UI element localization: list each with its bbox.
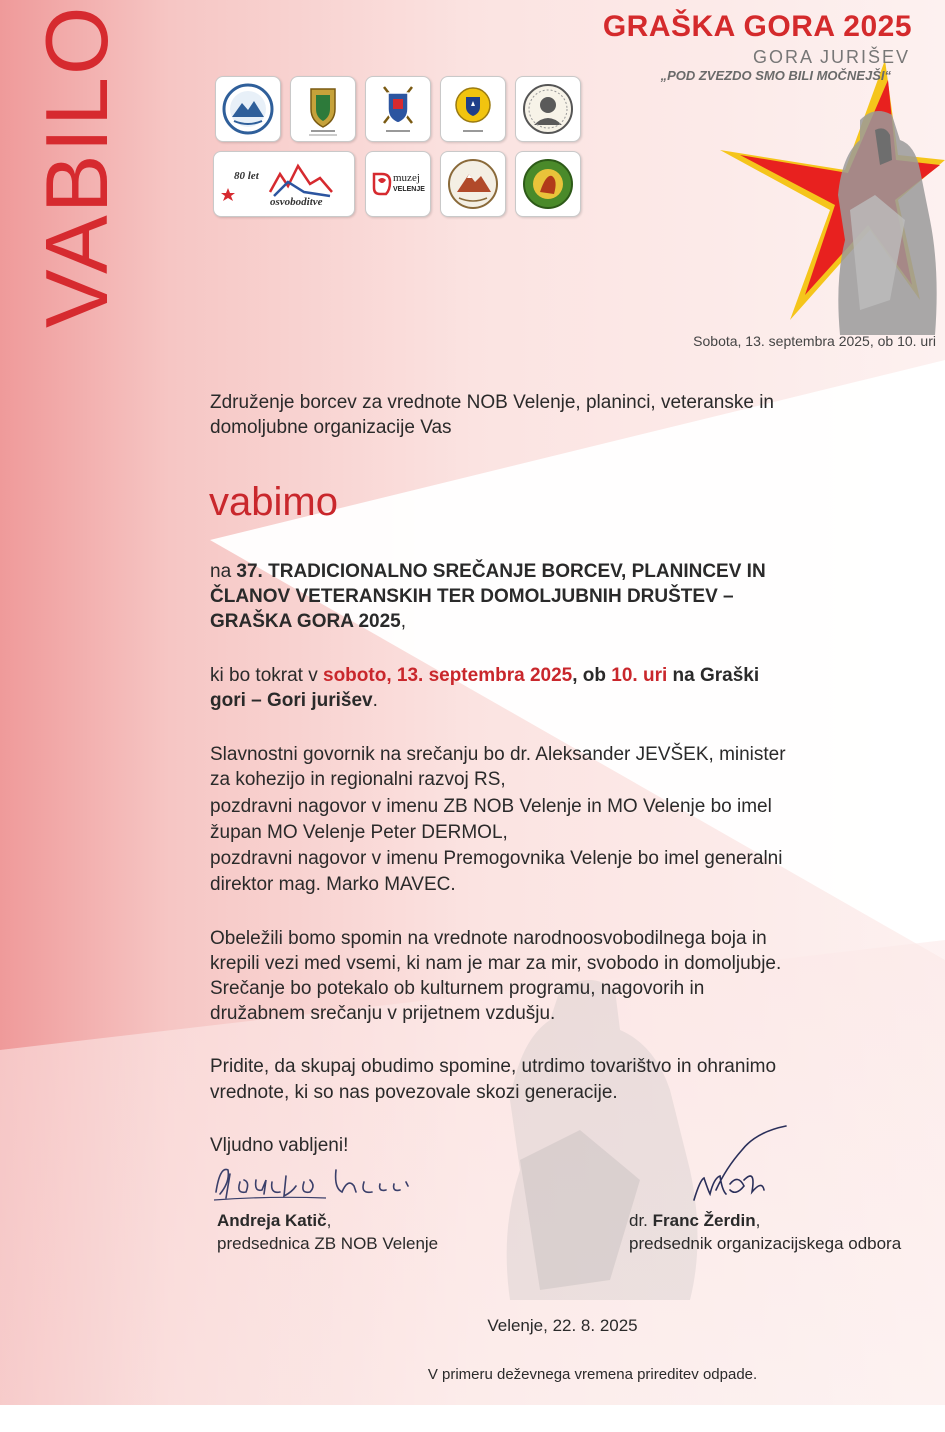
event-name-part-1: 37. TRADICIONALNO SREČANJE BORCEV, PLANINCEV IN bbox=[236, 561, 766, 582]
event-title: GRAŠKA GORA 2025 bbox=[602, 10, 912, 43]
purpose-line-2: krepili vezi med vsemi, ki nam je mar za mir, svobodo in domoljubje. bbox=[210, 953, 782, 974]
greeting: Vljudno vabljeni! bbox=[210, 1135, 349, 1156]
event-location: gori – Gori jurišev bbox=[210, 690, 373, 711]
event-time-highlight: 10. uri bbox=[611, 665, 668, 686]
green-roundel-icon bbox=[516, 152, 580, 216]
right-signatory-title: predsednik organizacijskega odbora bbox=[629, 1234, 902, 1253]
event-when-line-2 bbox=[210, 688, 378, 713]
speakers-line-4: župan MO Velenje Peter DERMOL, bbox=[210, 822, 508, 843]
monument-statue-graphic bbox=[820, 100, 945, 335]
when-prefix: ki bo tokrat v bbox=[210, 665, 323, 686]
closing-line-1: Pridite, da skupaj obudimo spomine, utrdimo tovarištvo in ohranimo bbox=[210, 1056, 777, 1077]
logo-lovska-zveza bbox=[515, 151, 581, 217]
badge-emblem-icon bbox=[441, 77, 505, 141]
speakers-line-2: za kohezijo in regionalni razvoj RS, bbox=[210, 769, 506, 790]
purpose-line-4: družabnem srečanju v prijetnem vzdušju. bbox=[210, 1003, 556, 1024]
portrait-medallion-icon bbox=[516, 77, 580, 141]
logo-muzej-velenje bbox=[365, 151, 431, 217]
left-signatory-title: predsednica ZB NOB Velenje bbox=[217, 1234, 439, 1253]
logo-muzej-label: muzej bbox=[393, 172, 420, 184]
left-signatory-name-suffix: , bbox=[326, 1211, 332, 1230]
right-signatory-name bbox=[629, 1209, 760, 1232]
intro-line-1: Združenje borcev za vrednote NOB Velenje, planinci, veteranske in bbox=[210, 392, 774, 413]
speakers-line-6: direktor mag. Marko MAVEC. bbox=[210, 874, 456, 895]
event-when-line-1 bbox=[210, 663, 759, 688]
logo-80-let-osvoboditve bbox=[213, 151, 355, 217]
logo-portrait-zdruzenje bbox=[515, 76, 581, 142]
left-signatory-bold-name: Andreja Katič bbox=[217, 1211, 327, 1230]
left-signatory-name bbox=[217, 1209, 331, 1232]
purpose-line-1: Obeležili bomo spomin na vrednote narodnoosvobodilnega boja in bbox=[210, 928, 767, 949]
event-name-line-2: ČLANOV VETERANSKIH TER DOMOLJUBNIH DRUŠTEV – bbox=[210, 586, 734, 607]
signature-right-graphic bbox=[686, 1120, 796, 1212]
event-motto: „POD ZVEZDO SMO BILI MOČNEJŠI“ bbox=[660, 68, 891, 83]
place-and-date: Velenje, 22. 8. 2025 bbox=[487, 1316, 638, 1335]
logo-planinsko-drustvo bbox=[215, 76, 281, 142]
when-mid: , ob bbox=[572, 665, 612, 686]
speakers-line-5: pozdravni nagovor v imenu Premogovnika Velenje bo imel generalni bbox=[210, 848, 783, 869]
when-suffix: na Graški bbox=[667, 665, 760, 686]
event-date-highlight: soboto, 13. septembra 2025 bbox=[323, 665, 573, 686]
right-signatory-bold-name: Franc Žerdin bbox=[652, 1211, 756, 1230]
logo-pd-velenje bbox=[440, 151, 506, 217]
event-prefix: na bbox=[210, 561, 237, 582]
event-subtitle: GORA JURIŠEV bbox=[752, 47, 910, 67]
logo-sever-velenje bbox=[440, 76, 506, 142]
mountain-badge-icon bbox=[441, 152, 505, 216]
event-name-line-1 bbox=[210, 559, 766, 584]
shield-emblem-icon bbox=[291, 77, 355, 141]
logo-velenje-label: VELENJE bbox=[393, 186, 425, 193]
closing-line-2: vrednote, ki so nas povezovale skozi generacije. bbox=[210, 1082, 618, 1103]
event-location-suffix: . bbox=[372, 690, 378, 711]
logo-80let-label: 80 let bbox=[234, 170, 259, 182]
speakers-line-3: pozdravni nagovor v imenu ZB NOB Velenje in MO Velenje bo imel bbox=[210, 796, 772, 817]
invite-word: vabimo bbox=[209, 480, 338, 524]
logo-veterani-vojne-za-slovenijo bbox=[290, 76, 356, 142]
vertical-title-vabilo: VABILO bbox=[27, 4, 126, 328]
event-date-top: Sobota, 13. septembra 2025, ob 10. uri bbox=[693, 333, 936, 349]
heart-icon bbox=[366, 152, 430, 216]
logo-veteranska-organizacija-sever bbox=[365, 76, 431, 142]
logo-osvoboditve-label: osvoboditve bbox=[270, 196, 323, 208]
event-name-line-3 bbox=[210, 609, 406, 634]
intro-line-2: domoljubne organizacije Vas bbox=[210, 417, 452, 438]
rain-note: V primeru deževnega vremena prireditev odpade. bbox=[427, 1366, 758, 1383]
event-name-part-3: GRAŠKA GORA 2025 bbox=[210, 611, 401, 632]
crest-emblem-icon bbox=[366, 77, 430, 141]
signature-left-graphic bbox=[206, 1152, 426, 1204]
right-signatory-name-suffix: , bbox=[755, 1211, 761, 1230]
speakers-line-1: Slavnostni govornik na srečanju bo dr. Aleksander JEVŠEK, minister bbox=[210, 744, 786, 765]
mountain-circle-icon bbox=[216, 77, 280, 141]
right-signatory-prefix: dr. bbox=[629, 1211, 653, 1230]
event-name-suffix: , bbox=[400, 611, 407, 632]
purpose-line-3: Srečanje bo potekalo ob kulturnem programu, nagovorih in bbox=[210, 978, 705, 999]
